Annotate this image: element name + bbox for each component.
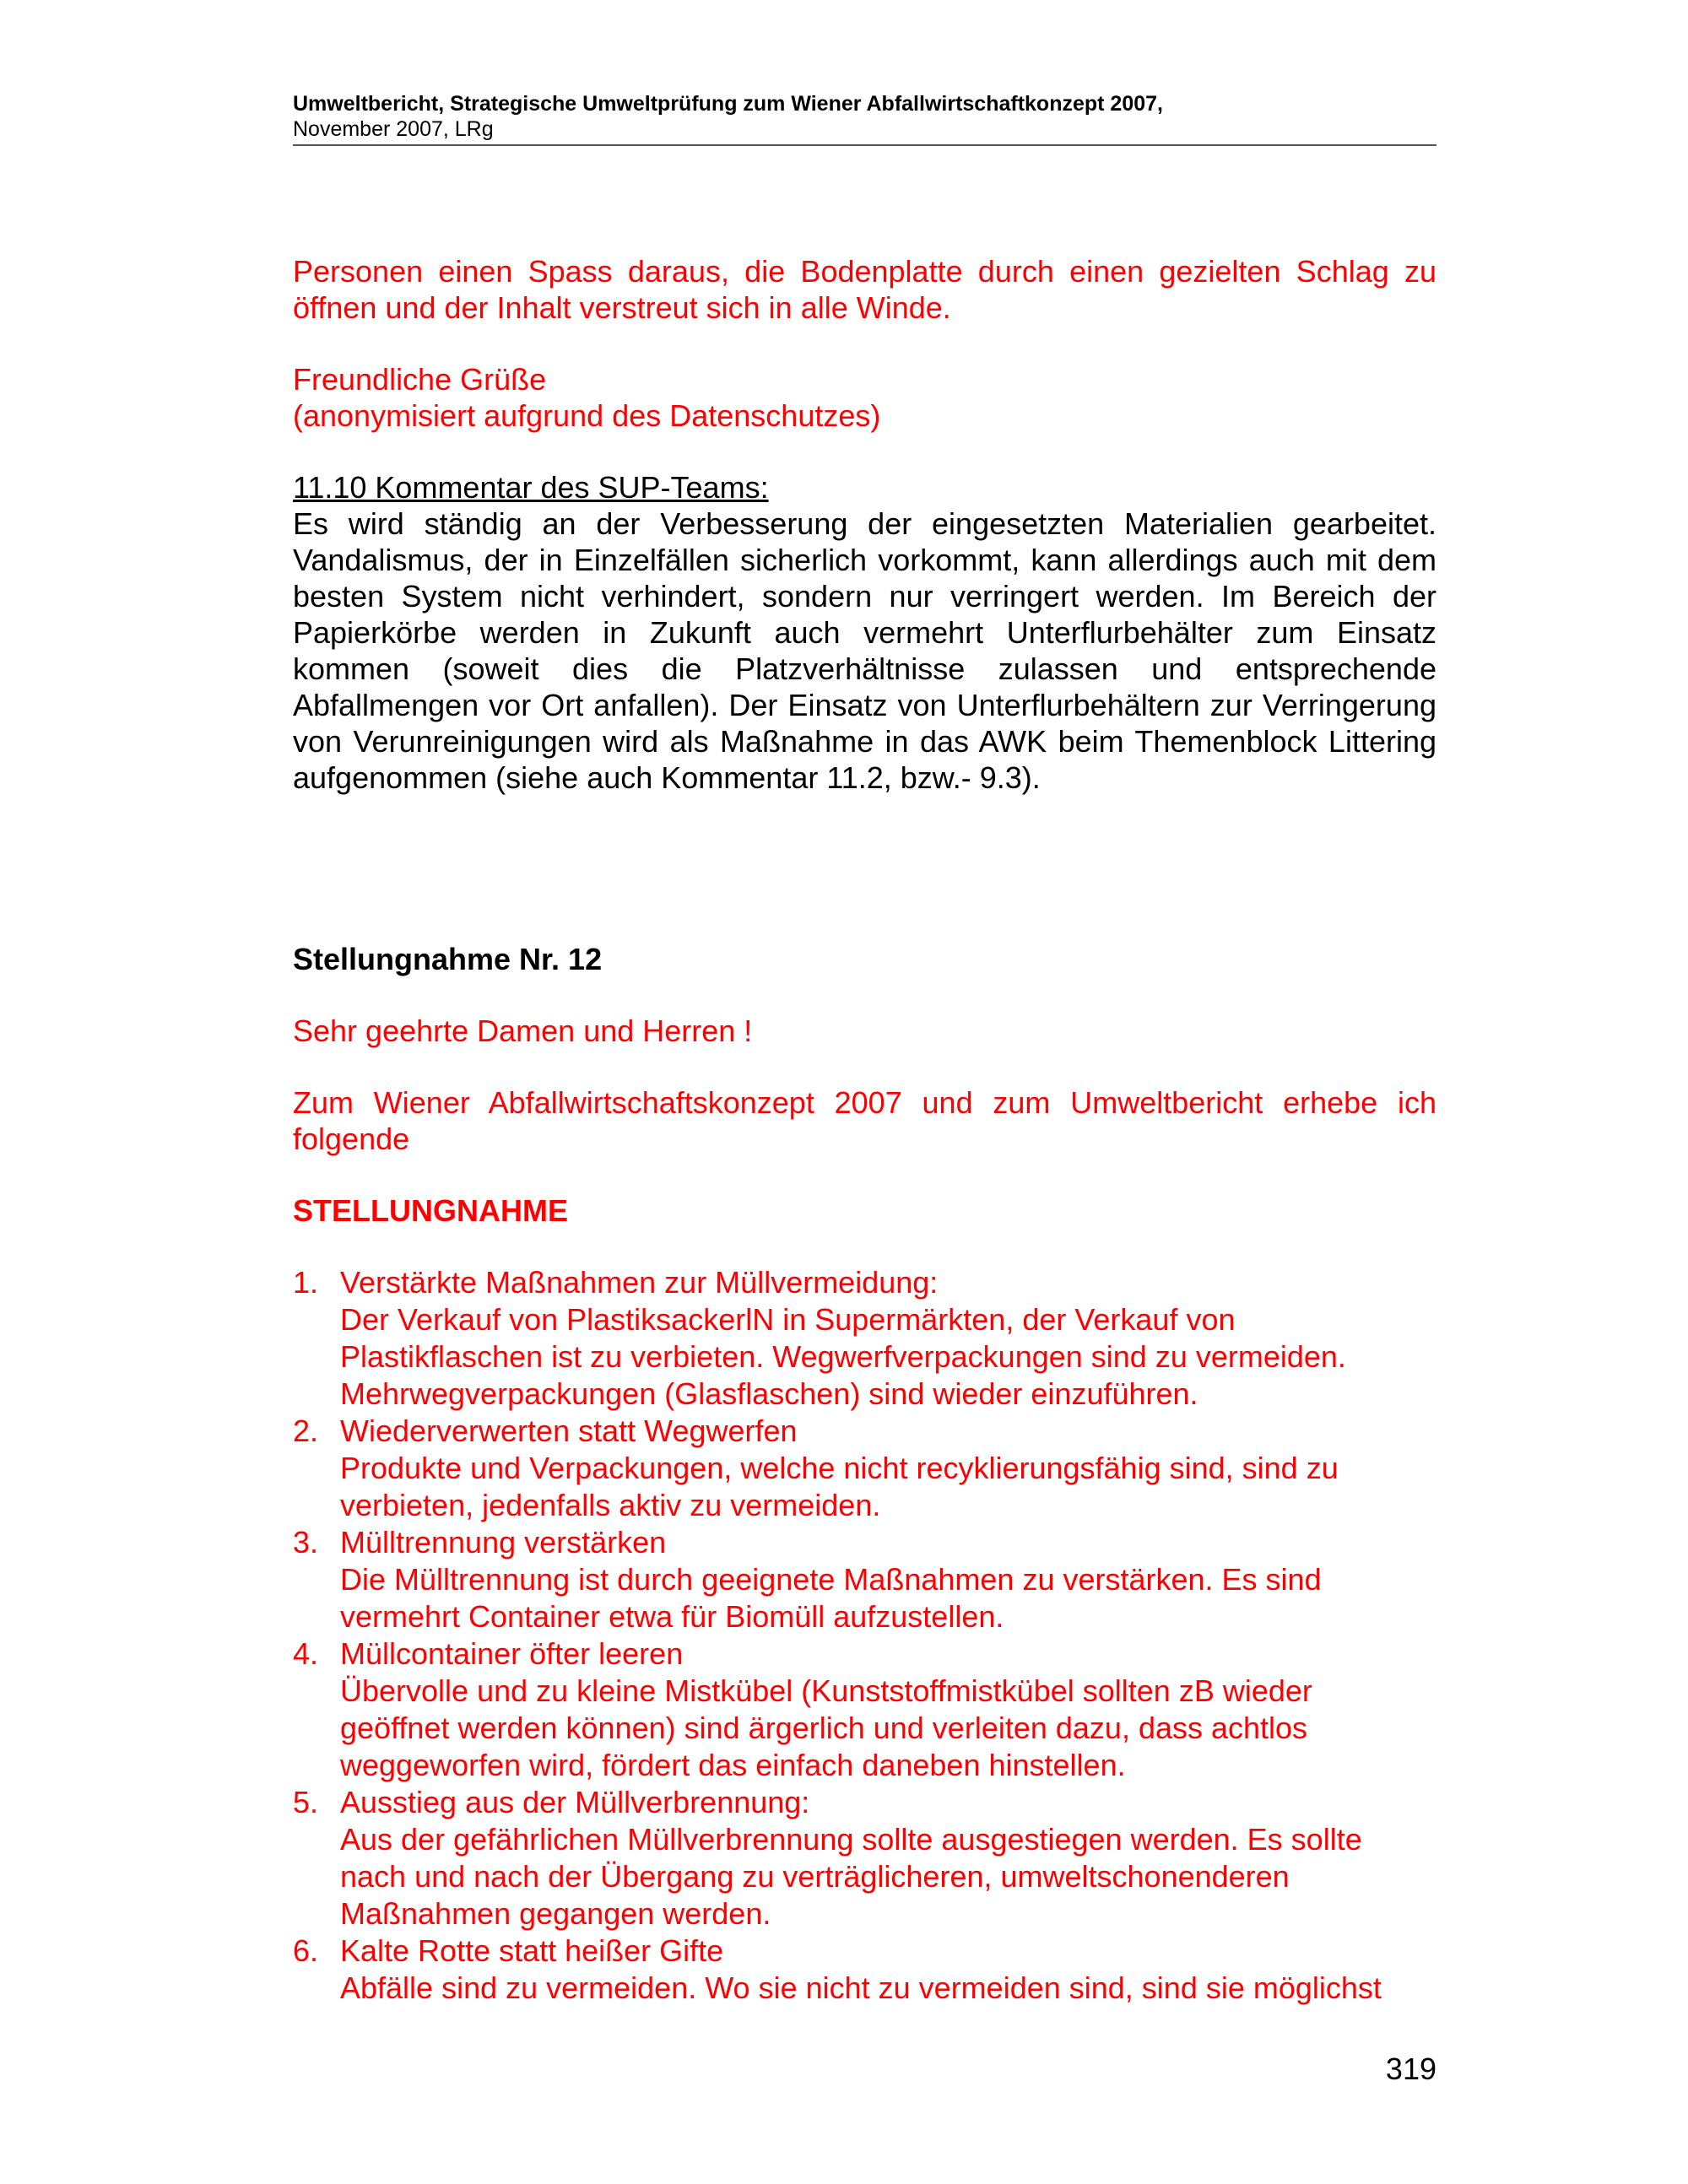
list-item-line: Abfälle sind zu vermeiden. Wo sie nicht zu vermeiden sind, sind sie möglichst [340, 1970, 1382, 2005]
list-item-line: Übervolle und zu kleine Mistkübel (Kunststoffmistkübel sollten zB wieder [340, 1673, 1312, 1708]
list-item-line: Die Mülltrennung ist durch geeignete Maßnahmen zu verstärken. Es sind [340, 1562, 1322, 1597]
header-title-suffix: , [1157, 92, 1163, 116]
list-item-line: verbieten, jedenfalls aktiv zu vermeiden. [340, 1488, 881, 1522]
page-header [293, 91, 1436, 146]
page-content [293, 253, 1436, 2007]
statement-intro: Zum Wiener Abfallwirtschaftskonzept 2007 und zum Umweltbericht erhebe ich folgende [293, 1085, 1436, 1156]
list-item-line: weggeworfen wird, fördert das einfach daneben hinstellen. [340, 1748, 1126, 1782]
header-subtitle: November 2007, LRg [293, 117, 494, 141]
list-item-number: 5. [293, 1785, 319, 1819]
header-title: Umweltbericht, Strategische Umweltprüfung zum Wiener Abfallwirtschaftkonzept 2007 [293, 92, 1158, 116]
page-number: 319 [1385, 2052, 1436, 2086]
list-item-line: Kalte Rotte statt heißer Gifte [340, 1933, 724, 1968]
list-item-line: Aus der gefährlichen Müllverbrennung sollte ausgestiegen werden. Es sollte [340, 1822, 1362, 1857]
list-item-line: Wiederverwerten statt Wegwerfen [340, 1414, 798, 1448]
list-item-line: Mehrwegverpackungen (Glasflaschen) sind wieder einzuführen. [340, 1376, 1198, 1411]
statement-heading: Stellungnahme Nr. 12 [293, 942, 603, 976]
list-item-number: 2. [293, 1414, 319, 1448]
statement-title: STELLUNGNAHME [293, 1193, 568, 1228]
list-item-line: Plastikflaschen ist zu verbieten. Wegwerfverpackungen sind zu vermeiden. [340, 1339, 1346, 1374]
list-item-line: Verstärkte Maßnahmen zur Müllvermeidung: [340, 1265, 939, 1300]
list-item [293, 1413, 1436, 1524]
comment-heading: 11.10 Kommentar des SUP-Teams: [293, 470, 769, 505]
list-item-line: vermehrt Container etwa für Biomüll aufzustellen. [340, 1599, 1004, 1634]
list-item-number: 4. [293, 1636, 319, 1671]
list-item [293, 1784, 1436, 1933]
statement-salutation: Sehr geehrte Damen und Herren ! [293, 1014, 753, 1048]
list-item-number: 1. [293, 1265, 319, 1300]
list-item [293, 1264, 1436, 1413]
list-item-line: nach und nach der Übergang zu verträglicheren, umweltschonenderen [340, 1859, 1290, 1894]
list-item-line: Der Verkauf von PlastiksackerlN in Supermärkten, der Verkauf von [340, 1302, 1236, 1337]
statement-list [293, 1264, 1436, 2007]
list-item-line: geöffnet werden können) sind ärgerlich und verleiten dazu, dass achtlos [340, 1711, 1308, 1745]
anonymized-note: (anonymisiert aufgrund des Datenschutzes) [293, 398, 881, 433]
previous-paragraph-end: Personen einen Spass daraus, die Bodenplatte durch einen gezielten Schlag zu öffnen und der Inhalt verstreut sich in alle Winde. [293, 254, 1436, 325]
list-item-line: Mülltrennung verstärken [340, 1525, 667, 1560]
list-item-line: Ausstieg aus der Müllverbrennung: [340, 1785, 810, 1819]
list-item-number: 6. [293, 1933, 319, 1968]
list-item [293, 1635, 1436, 1784]
header-title-line [293, 91, 1436, 116]
list-item [293, 1933, 1436, 2007]
list-item-line: Maßnahmen gegangen werden. [340, 1896, 771, 1931]
list-item-line: Müllcontainer öfter leeren [340, 1636, 684, 1671]
list-item-line: Produkte und Verpackungen, welche nicht recyklierungsfähig sind, sind zu [340, 1451, 1339, 1485]
list-item-number: 3. [293, 1525, 319, 1560]
comment-text: Es wird ständig an der Verbesserung der eingesetzten Materialien gearbeitet. Vandalismus, der in Einzelfällen sicherlich vorkommt, kann allerdings auch mit dem besten System nicht verhindert, sondern nur verringert werden. Im Bereich der Papierkörbe werden in Zukunft auch vermehrt Unterflurbehälter zum Einsatz kommen (soweit dies die Platzverhältnisse zulassen und entsprechende Abfallmengen vor Ort anfallen). Der Einsatz von Unterflurbehältern zur Verringerung von Verunreinigungen wird als Maßnahme in das AWK beim Themenblock Littering aufgenommen (siehe auch Kommentar 11.2, bzw.- 9.3). [293, 506, 1436, 795]
list-item [293, 1524, 1436, 1635]
closing-greeting: Freundliche Grüße [293, 362, 547, 397]
